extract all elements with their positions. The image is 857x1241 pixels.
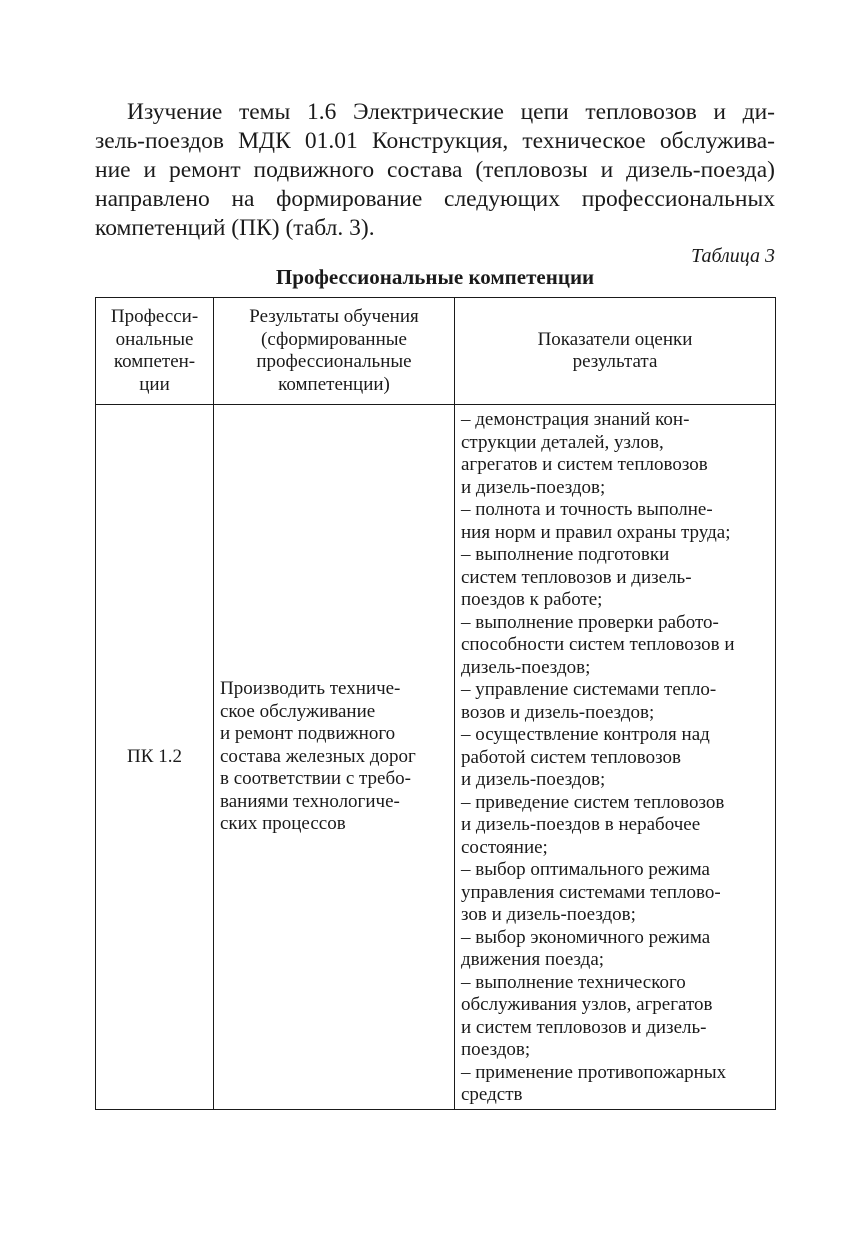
- header-line: (сформированные: [261, 328, 407, 350]
- indicator-line: систем тепловозов и дизель-: [461, 566, 692, 588]
- header-line: Професси-: [110, 306, 199, 327]
- indicator-line: и дизель-поездов;: [461, 769, 606, 790]
- header-line: результата: [572, 351, 658, 372]
- indicator-line: и дизель-поездов в нерабочее: [461, 814, 701, 835]
- indicator-line: – выполнение подготовки: [461, 544, 670, 565]
- indicator-line: – выполнение технического: [461, 971, 686, 993]
- indicator-line: управления системами теплово-: [461, 881, 721, 903]
- intro-line: компетенций (ПК) (табл. 3).: [95, 215, 375, 241]
- table-row: [96, 405, 776, 1110]
- header-line: Показатели оценки: [537, 328, 693, 350]
- indicator-line: – приведение систем тепловозов: [461, 791, 725, 813]
- header-line: компетен-: [113, 351, 196, 372]
- indicator-line: движения поезда;: [461, 949, 605, 970]
- intro-line: ние и ремонт подвижного состава (тепловозы и дизель-поезда): [95, 157, 775, 183]
- indicator-line: – выполнение проверки работо-: [461, 611, 719, 633]
- indicator-line: – выбор экономичного режима: [461, 926, 711, 948]
- indicator-line: состояние;: [461, 836, 548, 858]
- indicator-line: зов и дизель-поездов;: [461, 904, 636, 925]
- column-header-assessment-indicators: [455, 298, 776, 405]
- column-header-competencies: [96, 298, 214, 405]
- indicator-line: агрегатов и систем тепловозов: [461, 454, 708, 475]
- indicator-line: возов и дизель-поездов;: [461, 701, 655, 723]
- result-line: ваниями технологиче-: [220, 790, 400, 812]
- learning-result-cell: [214, 405, 455, 1110]
- result-line: состава железных дорог: [220, 745, 416, 767]
- assessment-indicators-cell: [455, 405, 776, 1110]
- indicator-line: – полнота и точность выполне-: [461, 499, 713, 520]
- indicator-line: и систем тепловозов и дизель-: [461, 1016, 707, 1038]
- intro-line: зель-поездов МДК 01.01 Конструкция, техническое обслужива-: [95, 128, 775, 154]
- header-line: Результаты обучения: [249, 306, 419, 327]
- indicator-line: и дизель-поездов;: [461, 476, 606, 498]
- indicator-line: – применение противопожарных: [461, 1061, 727, 1083]
- intro-line: Изучение темы 1.6 Электрические цепи тепловозов и ди-: [127, 99, 775, 125]
- indicator-line: дизель-поездов;: [461, 656, 591, 678]
- header-line: ции: [139, 373, 170, 395]
- intro-paragraph: [95, 98, 775, 243]
- indicator-line: – управление системами тепло-: [461, 679, 717, 700]
- indicator-line: способности систем тепловозов и: [461, 634, 735, 655]
- indicator-line: поездов;: [461, 1039, 531, 1060]
- result-line: ских процессов: [220, 813, 346, 834]
- competency-code-cell: ПК 1.2: [96, 405, 214, 1110]
- table-title: Профессиональные компетенции: [275, 265, 595, 289]
- result-line: ское обслуживание: [220, 700, 376, 722]
- indicator-line: средств: [461, 1084, 523, 1105]
- result-line: и ремонт подвижного: [220, 723, 396, 744]
- column-header-learning-results: [214, 298, 455, 405]
- table-number-caption: Таблица 3: [691, 245, 775, 267]
- intro-line: направлено на формирование следующих профессиональных: [95, 186, 775, 212]
- indicator-line: – демонстрация знаний кон-: [461, 409, 690, 430]
- indicator-line: – выбор оптимального режима: [461, 859, 710, 880]
- indicator-line: струкции деталей, узлов,: [461, 431, 664, 453]
- indicator-line: – осуществление контроля над: [461, 724, 710, 745]
- header-line: компетенции): [278, 373, 390, 395]
- table-header-row: [96, 298, 776, 405]
- indicator-line: поездов к работе;: [461, 589, 603, 610]
- indicator-line: ния норм и правил охраны труда;: [461, 521, 731, 543]
- header-line: ональные: [115, 328, 194, 350]
- competencies-table: [95, 297, 776, 1110]
- indicator-line: обслуживания узлов, агрегатов: [461, 994, 713, 1015]
- header-line: профессиональные: [256, 351, 412, 372]
- indicator-line: работой систем тепловозов: [461, 746, 681, 768]
- result-line: в соответствии с требо-: [220, 768, 411, 789]
- result-line: Производить техниче-: [220, 678, 401, 699]
